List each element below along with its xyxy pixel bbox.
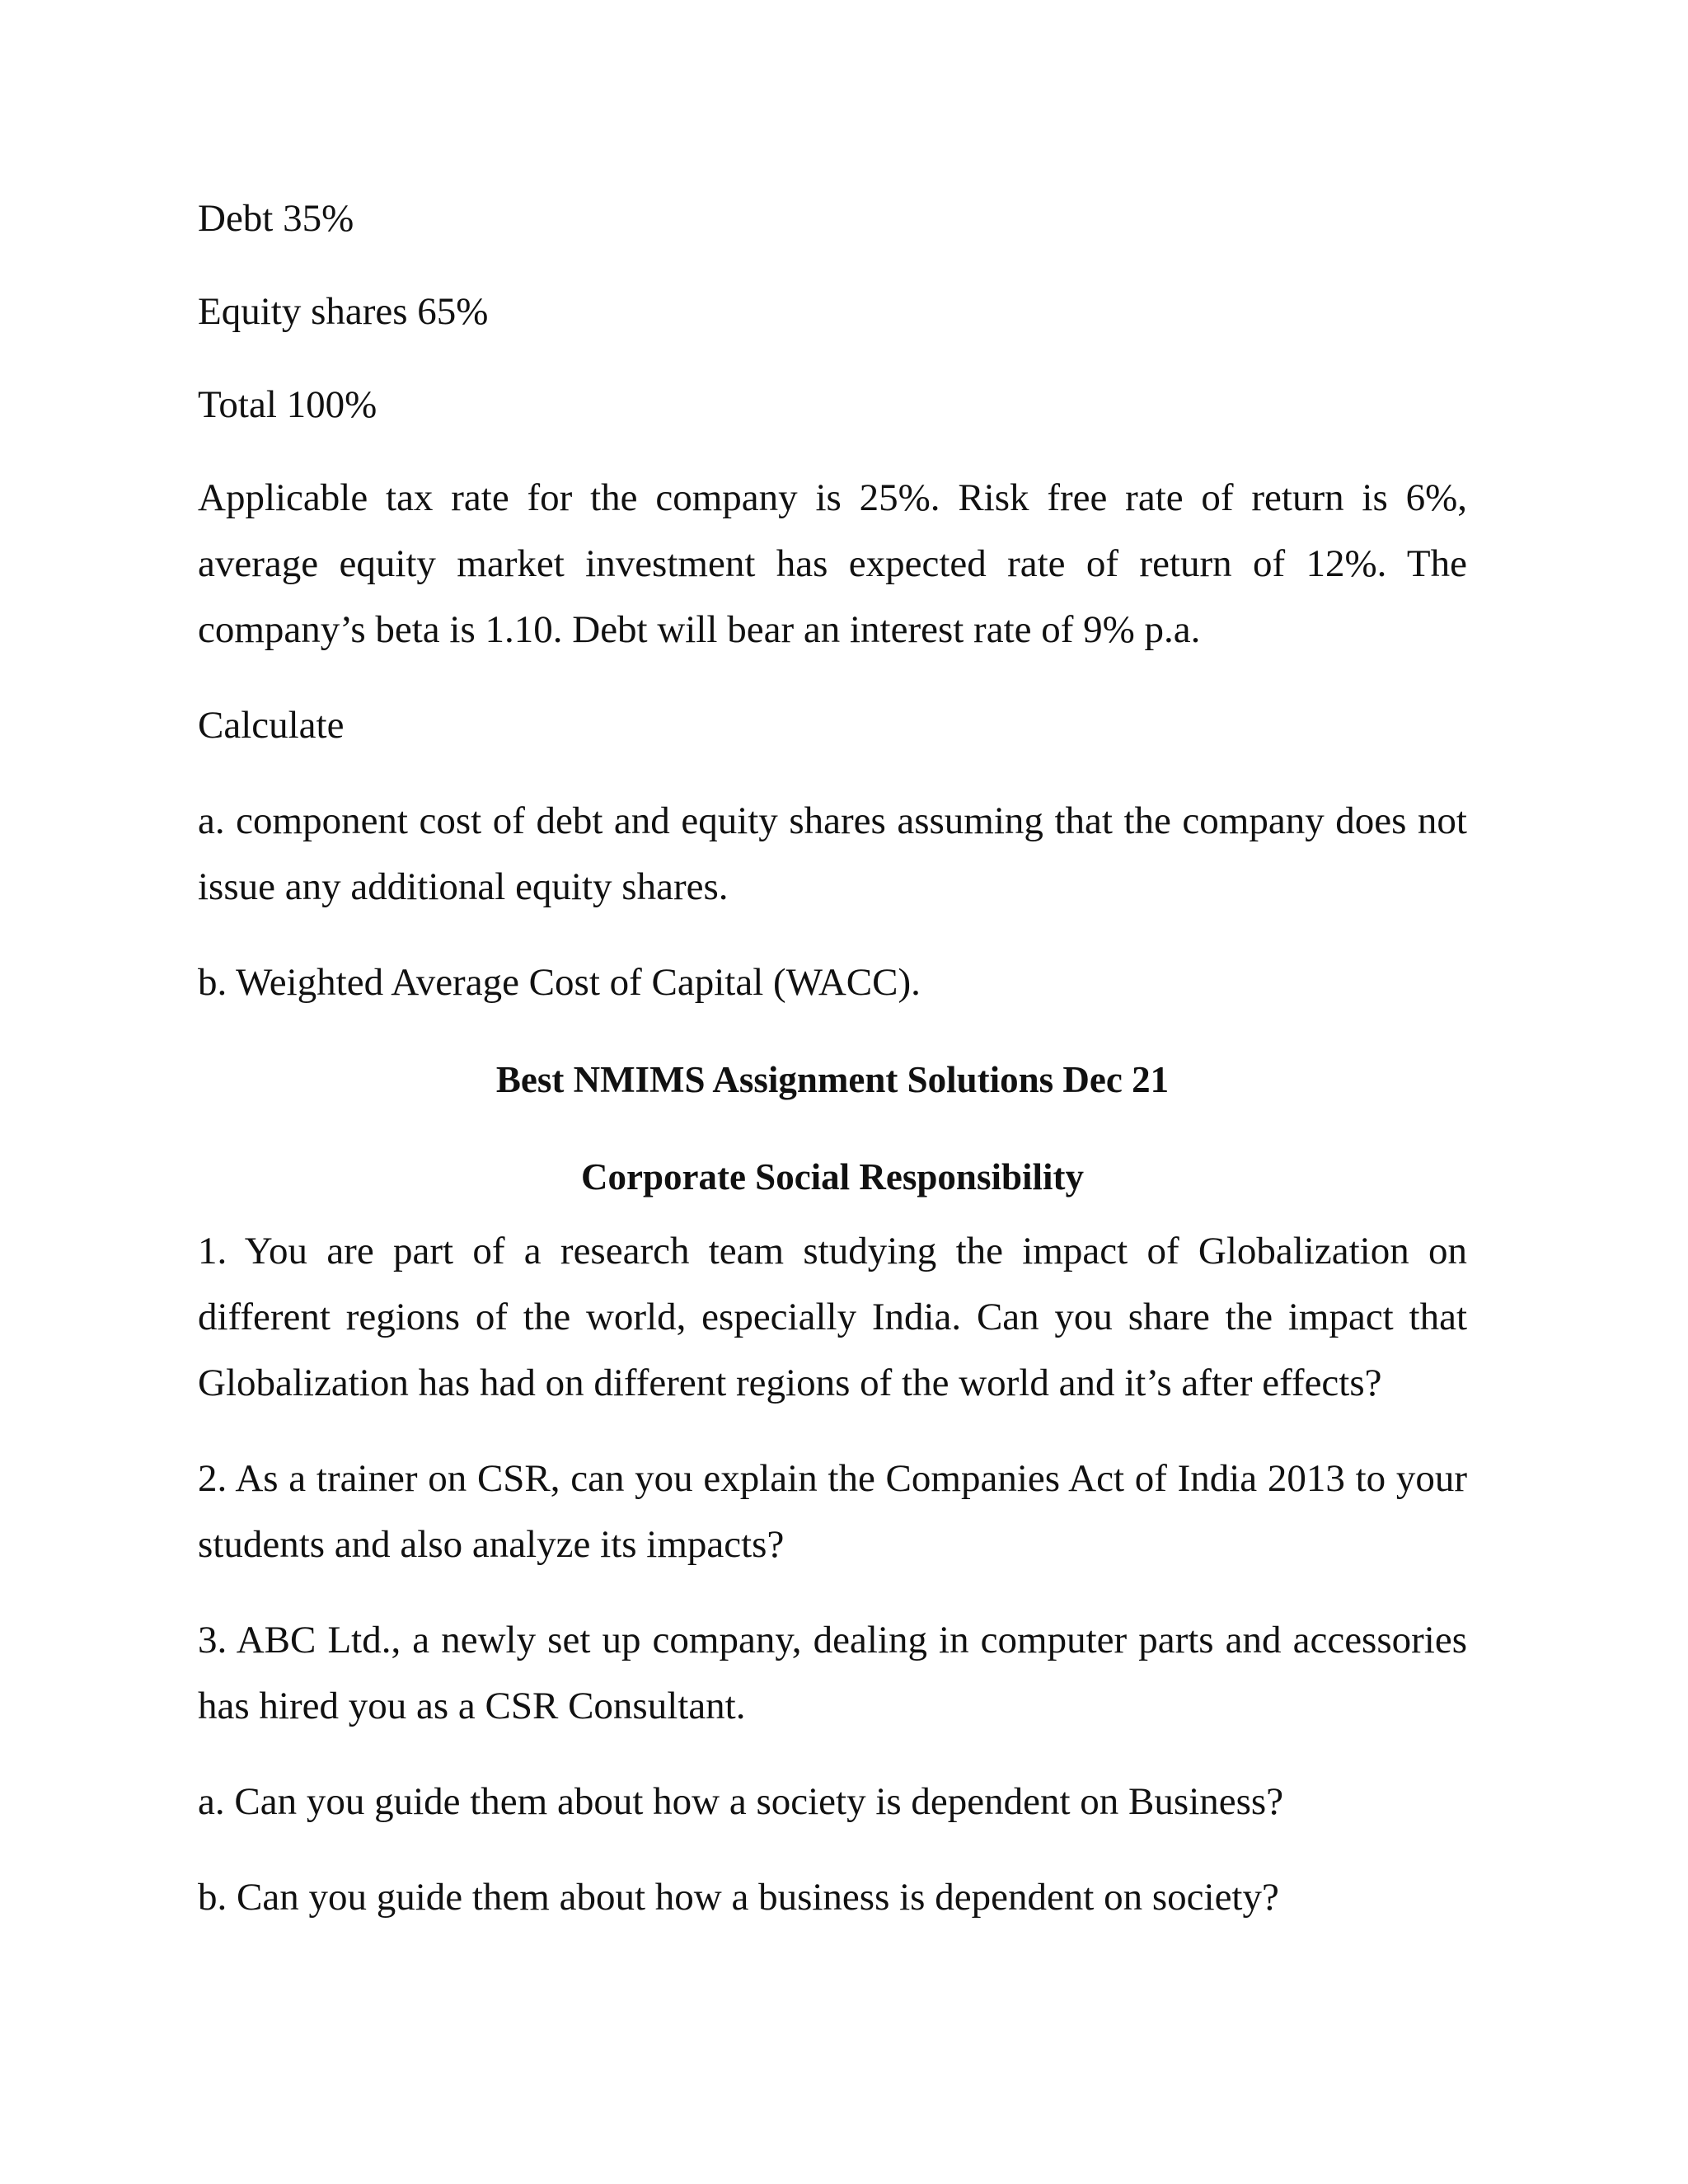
question-3b: b. Can you guide them about how a business is dependent on society? bbox=[198, 1876, 1279, 1919]
debt-line: Debt 35% bbox=[198, 197, 354, 240]
main-heading: Best NMIMS Assignment Solutions Dec 21 bbox=[495, 1059, 1170, 1100]
question-3: 3. ABC Ltd., a newly set up company, dealing in computer parts and accessories has hired you as a CSR Consultant. bbox=[198, 1619, 1467, 1727]
calc-item-a: a. component cost of debt and equity shares assuming that the company does not issue any additional equity shares. bbox=[198, 799, 1467, 908]
calc-item-b: b. Weighted Average Cost of Capital (WACC). bbox=[198, 961, 921, 1004]
document-body bbox=[198, 185, 1467, 1930]
subject-heading: Corporate Social Responsibility bbox=[580, 1156, 1084, 1197]
equity-line: Equity shares 65% bbox=[198, 290, 489, 333]
question-2: 2. As a trainer on CSR, can you explain the Companies Act of India 2013 to your students and also analyze its impacts? bbox=[198, 1457, 1467, 1566]
total-line: Total 100% bbox=[198, 383, 377, 426]
question-1: 1. You are part of a research team studying the impact of Globalization on different regions of the world, especially India. Can you share the impact that Globalization has had on different regions of the world and it’s after effects? bbox=[198, 1230, 1467, 1404]
calculate-label: Calculate bbox=[198, 704, 345, 747]
tax-paragraph: Applicable tax rate for the company is 25%. Risk free rate of return is 6%, average equity market investment has expected rate of return of 12%. The company’s beta is 1.10. Debt will bear an interest rate of 9% p.a. bbox=[198, 476, 1467, 651]
question-3a: a. Can you guide them about how a society is dependent on Business? bbox=[198, 1780, 1284, 1823]
